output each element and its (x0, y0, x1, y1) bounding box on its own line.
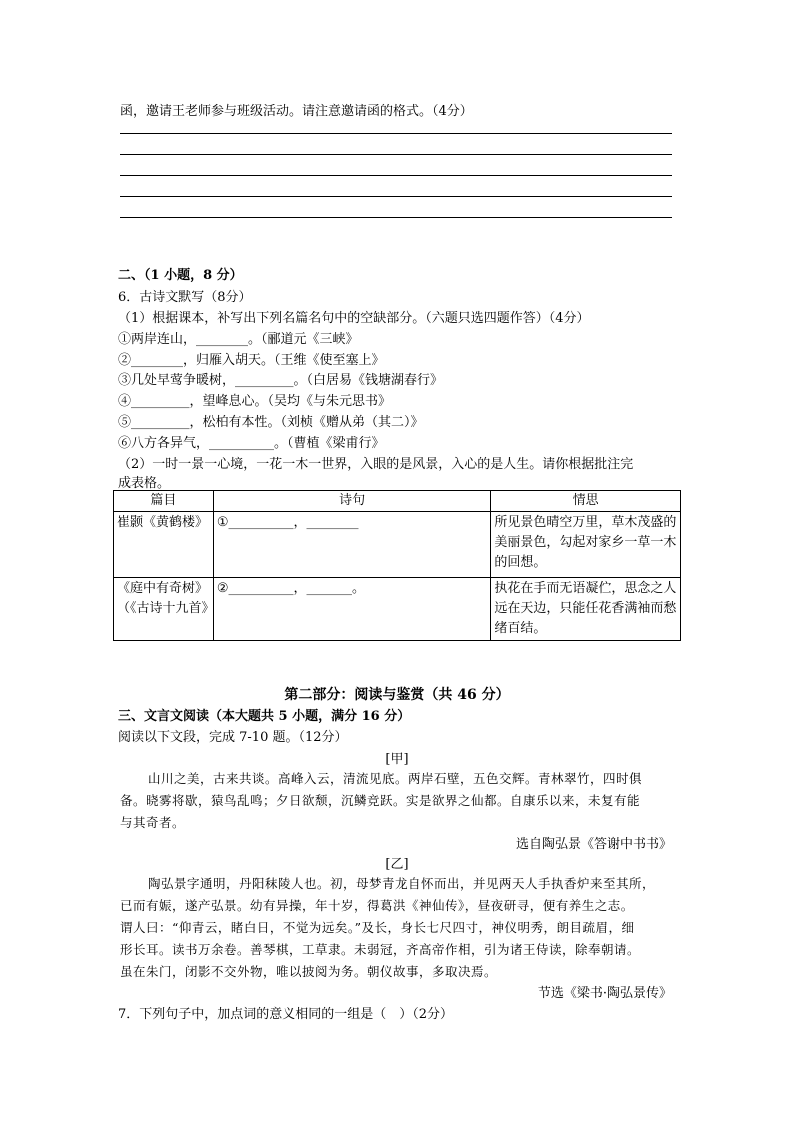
fill-item: ⑥八方各异气，__________。（曹植《梁甫行》 (118, 436, 385, 451)
fill-item: ③几处早莺争暖树，_________。（白居易《钱塘湖春行》 (118, 373, 444, 388)
answer-line[interactable] (120, 217, 672, 218)
jia-line: 山川之美，古来共谈。高峰入云，清流见底。两岸石壁，五色交辉。青林翠竹，四时俱 (148, 771, 643, 786)
reading-instruction: 阅读以下文段，完成 7-10 题。（12分） (118, 730, 348, 745)
answer-line[interactable] (120, 196, 672, 197)
fill-item: ④_________，望峰息心。（吴均《与朱元思书》 (118, 394, 392, 409)
table-header-title: 篇目 (114, 491, 214, 512)
q5-tail: 函，邀请王老师参与班级活动。请注意邀请函的格式。（4分） (120, 104, 473, 119)
section3-heading: 三、文言文阅读（本大题共 5 小题，满分 16 分） (118, 709, 411, 724)
answer-line[interactable] (120, 133, 672, 134)
yi-line: 已而有娠，遂产弘景。幼有异操，年十岁，得葛洪《神仙传》，昼夜研寻，便有养生之志。 (120, 898, 634, 913)
yi-source: 节选《梁书·陶弘景传》 (537, 986, 672, 1001)
yi-label: [乙] (385, 857, 409, 872)
table-row (114, 578, 681, 641)
table-header-row (114, 491, 681, 512)
jia-label: [甲] (385, 752, 409, 767)
answer-line[interactable] (120, 154, 672, 155)
table-header-verse: 诗句 (213, 491, 491, 512)
row-title: 崔颢《黄鹤楼》 (114, 512, 214, 578)
q7-title: 7．下列句子中，加点词的意义相同的一组是（ ）（2分） (118, 1007, 454, 1022)
fill-item: ⑤_________，松柏有本性。（刘桢《赠从弟（其二）》 (118, 415, 424, 430)
answer-line[interactable] (120, 175, 672, 176)
yi-line: 虽在朱门，闭影不交外物，唯以披阅为务。朝仪故事，多取决焉。 (120, 964, 498, 979)
section2-heading: 二、（1 小题，8 分） (118, 268, 243, 283)
row-title: 《庭中有奇树》（《古诗十九首》 (114, 578, 214, 641)
fill-item: ②________，归雁入胡天。（王维《使至塞上》 (118, 353, 385, 368)
yi-line: 谓人曰：“仰青云，睹白日，不觉为远矣。”及长，身长七尺四寸，神仪明秀，朗目疏眉，细 (120, 920, 635, 935)
yi-line: 形长耳。读书万余卷。善琴棋，工草隶。未弱冠，齐高帝作相，引为诸王侍读，除奉朝请。 (120, 942, 641, 957)
jia-source: 选自陶弘景《答谢中书书》 (515, 837, 672, 852)
table-header-emotion: 情思 (491, 491, 681, 512)
row-verse[interactable]: ①__________，________ (213, 512, 491, 578)
row-verse[interactable]: ②__________，_______。 (213, 578, 491, 641)
q6-1-prompt: （1）根据课本，补写出下列名篇名句中的空缺部分。（六题只选四题作答）（4分） (118, 311, 590, 326)
part2-title: 第二部分：阅读与鉴赏（共 46 分） (284, 687, 510, 703)
row-emotion: 所见景色晴空万里，草木茂盛的美丽景色，勾起对家乡一草一木的回想。 (491, 512, 681, 578)
row-emotion: 执花在手而无语凝伫，思念之人远在天边，只能任花香满袖而愁绪百结。 (491, 578, 681, 641)
q6-2-prompt: （2）一时一景一心境，一花一木一世界，入眼的是风景，入心的是人生。请你根据批注完 (118, 457, 634, 472)
fill-item: ①两岸连山，________。（郦道元《三峡》 (118, 332, 359, 347)
jia-line: 备。晓雾将歇，猿鸟乱鸣；夕日欲颓，沉鳞竞跃。实是欲界之仙都。自康乐以来，未复有能 (120, 793, 641, 808)
yi-line: 陶弘景字通明，丹阳秣陵人也。初，母梦青龙自怀而出，并见两天人手执香炉来至其所， (148, 876, 656, 891)
poetry-table (113, 490, 681, 641)
q6-2-prompt-cont: 成表格。 (118, 476, 171, 491)
q6-title: 6．古诗文默写（8分） (118, 290, 252, 305)
table-row (114, 512, 681, 578)
jia-line: 与其奇者。 (120, 815, 186, 830)
